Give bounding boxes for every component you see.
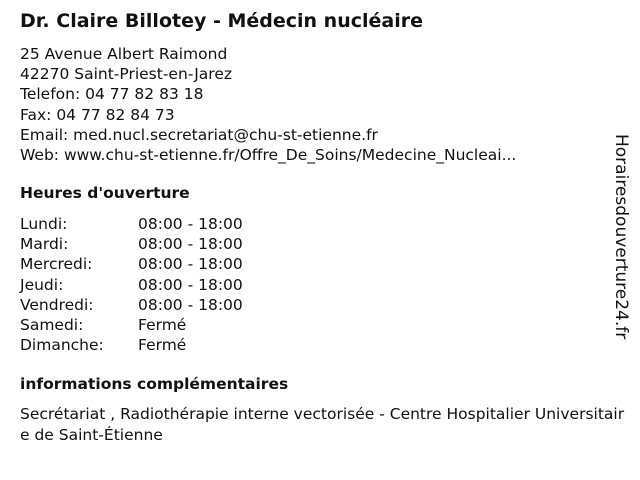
- day-label: Samedi:: [20, 315, 84, 334]
- page-title: Dr. Claire Billotey - Médecin nucléaire: [20, 10, 423, 32]
- additional-info-heading: informations complémentaires: [20, 375, 289, 393]
- day-hours: Fermé: [138, 336, 187, 355]
- address-city: 42270 Saint-Priest-en-Jarez: [20, 65, 232, 84]
- day-hours: 08:00 - 18:00: [138, 235, 243, 254]
- day-label: Lundi:: [20, 215, 68, 233]
- site-watermark: Horairesdouverture24.fr: [611, 134, 631, 340]
- hours-row-friday: [20, 295, 243, 315]
- hours-row-monday: [20, 214, 243, 234]
- opening-hours-table: [20, 214, 243, 355]
- day-hours: 08:00 - 18:00: [138, 215, 243, 233]
- day-label: Mardi:: [20, 235, 69, 254]
- day-hours: 08:00 - 18:00: [138, 295, 243, 314]
- fax-number: Fax: 04 77 82 84 73: [20, 105, 175, 124]
- hours-row-saturday: [20, 315, 243, 335]
- day-label: Mercredi:: [20, 255, 93, 274]
- additional-info-text: Secrétariat , Radiothérapie interne vectorisée - Centre Hospitalier Universitaire de Saint-Étienne: [20, 405, 625, 444]
- hours-row-wednesday: [20, 254, 243, 274]
- hours-row-thursday: [20, 275, 243, 295]
- day-label: Vendredi:: [20, 295, 94, 314]
- email-address[interactable]: Email: med.nucl.secretariat@chu-st-etienne.fr: [20, 125, 378, 144]
- website-link[interactable]: Web: www.chu-st-etienne.fr/Offre_De_Soins/Medecine_Nucleai...: [20, 145, 517, 164]
- day-hours: 08:00 - 18:00: [138, 275, 243, 294]
- day-hours: 08:00 - 18:00: [138, 255, 243, 274]
- day-label: Jeudi:: [20, 275, 64, 294]
- phone-number[interactable]: Telefon: 04 77 82 83 18: [20, 85, 204, 104]
- address-street: 25 Avenue Albert Raimond: [20, 45, 228, 63]
- day-label: Dimanche:: [20, 336, 104, 355]
- contact-block: [20, 44, 516, 165]
- day-hours: Fermé: [138, 315, 187, 334]
- hours-row-tuesday: [20, 234, 243, 254]
- opening-hours-heading: Heures d'ouverture: [20, 184, 190, 202]
- hours-row-sunday: [20, 335, 243, 355]
